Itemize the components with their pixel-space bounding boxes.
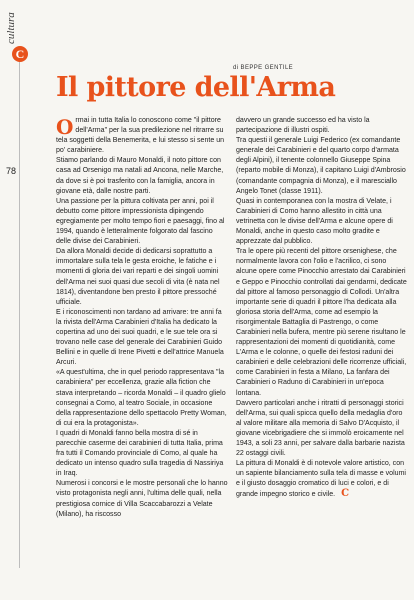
article-paragraph: Tra questi il generale Luigi Federico (ex comandante generale dei Carabinieri e del quarto corpo d'armata degli Alpini), il tenente colonnello Giuseppe Spina (reparto mobile di Monza), il capitano Luigi d'Ambrosio (comandante compagnia di Monza), e il maresciallo Angelo Tonet (classe 1911). [236, 137, 406, 195]
article-title: Il pittore dell'Arma [56, 72, 336, 103]
paragraph-text: La pittura di Monaldi è di notevole valore artistico, con un sapiente bilanciamento sulla tela di masse e volumi e il giusto dosaggio cromatico di luci e colori, e di grande impegno storico e civile. [236, 460, 407, 499]
article-paragraph: Tra le opere più recenti del pittore orsenighese, che normalmente lavora con l'olio e l'acrilico, ci sono alcune opere come Pinocchio arrestato dai Carabinieri e Geppo e Pinocchio controllati dai gendarmi, dedicate dal pittore al famoso personaggio di Collodi. Un'altra importante serie di quadri il pittore l'ha dedicata alla gloriosa storia dell'Arma, come ad esempio la risorgimentale Battaglia di Pastrengo, o come Carabinieri nella bufera, mentre più serene risultano le rappresentazioni dei momenti di quotidianità, come L'Arma e le colonne, o quelle dei festosi raduni dei carabinieri e delle celebrazioni delle ricorrenze ufficiali, come Carabinieri in festa a Milano, La fanfara dei Carabinieri o Raduno di Carabinieri in un'epoca lontana. [236, 248, 407, 397]
article-paragraph [56, 116, 229, 156]
drop-cap: O [56, 115, 74, 139]
article-paragraph: Una passione per la pittura coltivata per anni, poi il debutto come pittore impressionista dipingendo egregiamente per molto tempo fiori e paesaggi, fino al 1994, quando è letteralmente folgorato dal fascino delle divise dei Carabinieri. [56, 197, 225, 246]
article-paragraph: I quadri di Monaldi fanno bella mostra di sé in parecchie caserme dei carabinieri di tutta Italia, prima fra tutti il Comando provinciale di Como, al quale ha dedicato un intenso quadro sulla tragedia di Nassiriya in Iraq. [56, 429, 224, 478]
section-label: cultura [5, 12, 17, 44]
page-number: 78 [6, 166, 17, 176]
article-paragraph: «A quest'ultima, che in quel periodo rappresentava "la carabiniera" per eccellenza, grazie alla fiction che stava interpretando – ricorda Monaldi – il quadro glielo consegnai a Como, al teatro Sociale, in occasione della rappresentazione dello spettacolo Pretty Woman, di cui era la protagonista». [56, 369, 227, 427]
article-paragraph: Quasi in contemporanea con la mostra di Velate, i Carabinieri di Como hanno allestito in città una vetrinetta con le divise dell'Arma e alcune opere di Monaldi, anche in questo caso molto gradite e apprezzate dal pubblico. [236, 197, 393, 246]
end-mark-icon: C [341, 488, 350, 500]
section-logo-icon: C [12, 46, 28, 62]
paragraph-text: rmai in tutta Italia lo conoscono come "il pittore dell'Arma" per la sua predilezione nel ritrarre su tela soggetti della Benemerita, e lui stesso si sente un po' carabiniere. [56, 117, 225, 155]
article-paragraph [236, 459, 409, 500]
margin-rule [19, 58, 20, 568]
article-paragraph: Da allora Monaldi decide di dedicarsi soprattutto a immortalare sulla tela le gesta eroiche, le fatiche e i momenti di gloria dei vari reparti e dei singoli uomini dell'Arma nei suoi quasi due secoli di vita (è nata nel 1814), diventandone ben presto il pittore pressoché ufficiale. [56, 248, 220, 306]
article-paragraph: davvero un grande successo ed ha visto la partecipazione di illustri ospiti. [236, 117, 370, 135]
byline: di BEPPE GENTILE [233, 65, 294, 71]
article-paragraph: Davvero particolari anche i ritratti di personaggi storici dell'Arma, sui quali spicca quello della medaglia d'oro al valore militare alla memoria di Salvo D'Acquisto, il giovane vicebrigadiere che si immolò eroicamente nel 1943, a soli 23 anni, per salvare dalla barbarie nazista 22 ostaggi civili. [236, 399, 405, 458]
article-paragraph: Stiamo parlando di Mauro Monaldi, il noto pittore con casa ad Orsenigo ma natali ad Ancona, nelle Marche, da dove si è poi trasferito con la famiglia, ancora in giovane età, dalle nostre parti. [56, 157, 224, 195]
article-column-left [56, 116, 229, 520]
article-column-right [236, 116, 409, 501]
article-paragraph: Numerosi i concorsi e le mostre personali che lo hanno visto protagonista negli anni, l'ultima delle quali, nella prestigiosa cornice di Villa Scaccabarozzi a Velate (Milano), ha riscosso [56, 480, 228, 518]
article-paragraph: E i riconoscimenti non tardano ad arrivare: tre anni fa la rivista dell'Arma Carabinieri d'Italia ha dedicato la copertina ad uno dei suoi quadri, e le sue tele ora si trovano nelle case del generale dei Carabinieri Guido Bellini e in quelle di Irene Pivetti e dell'attrice Manuela Arcuri. [56, 308, 224, 367]
